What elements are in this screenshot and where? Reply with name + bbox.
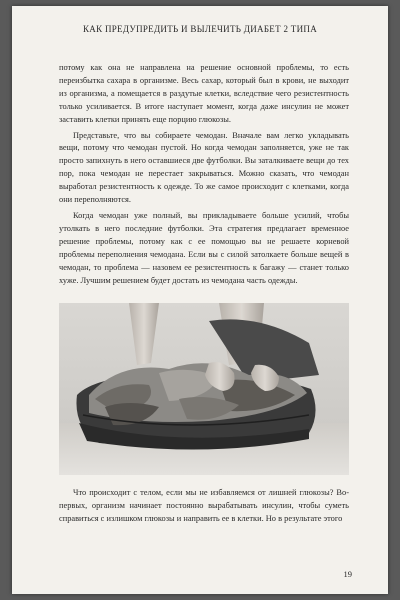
- suitcase-photo: [59, 303, 349, 475]
- book-page: [12, 6, 388, 594]
- running-header: КАК ПРЕДУПРЕДИТЬ И ВЫЛЕЧИТЬ ДИАБЕТ 2 ТИПА: [83, 24, 317, 34]
- page-number: 19: [343, 569, 352, 579]
- bottom-text-block: [59, 487, 349, 526]
- paragraph-full-suitcase: Когда чемодан уже полный, вы прикладываете больше усилий, чтобы утолкать в него последние футболки. Эта стратегия предлагает временное решение проблемы, потому как с ее помощью вы не решаете корневой проблемы переполнения чемодана. Если вы с силой затолкаете больше вещей в чемодан, то проблема — назовем ее резистентность к багажу — станет только хуже. Лучшим решением будет достать из чемодана часть одежды.: [59, 210, 349, 285]
- paragraph-continuation: потому как она не направлена на решение основной проблемы, то есть переизбытка сахара в организме. Весь сахар, который был в крови, не выходит из организма, а помещается в раздутые клетки, вследствие чего резистентность только усиливается. В итоге наступает момент, когда даже инсулин не может заставить клетки принять еще порцию глюкозы.: [59, 63, 349, 124]
- paragraph-excess-glucose: Что происходит с телом, если мы не избавляемся от лишней глюкозы? Во-первых, организм начинает постоянно вырабатывать инсулин, чтобы суметь справиться с излишком глюкозы и направить ее в клетки. Но в результате этого: [59, 488, 349, 523]
- suitcase-illustration: [59, 303, 349, 475]
- paragraph-suitcase-analogy: Представьте, что вы собираете чемодан. Вначале вам легко укладывать вещи, потому что чемодан пустой. Но когда чемодан заполняется, уже не так просто запихнуть в него оставшиеся две футболки. Вы заталкиваете вещи до тех пор, пока чемодан не перестает закрываться. Можно сказать, что чемодан выработал резистентность к одежде. То же самое происходит с клетками, когда они переполняются.: [59, 130, 349, 205]
- top-text-block: [59, 62, 349, 287]
